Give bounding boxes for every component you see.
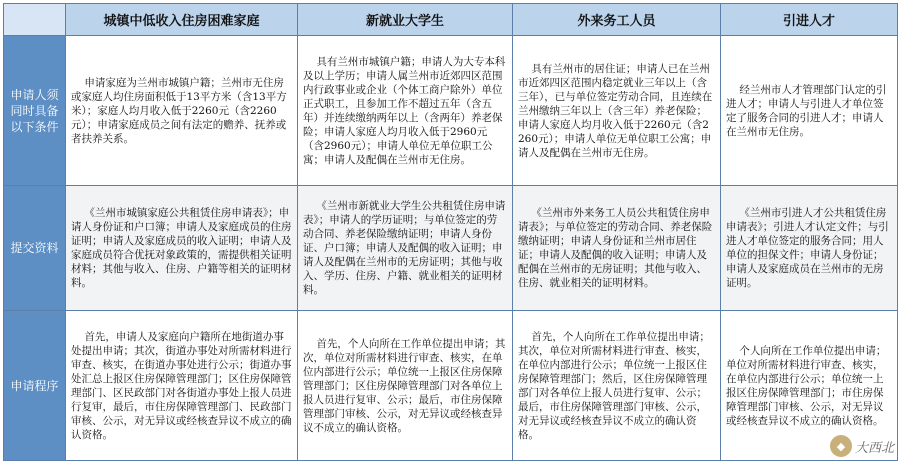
table-row xyxy=(4,311,898,461)
row-label-documents: 提交资料 xyxy=(4,186,66,311)
cell-documents-low-income: 《兰州市城镇家庭公共租赁住房申请表》；申请人身份证和户口簿；申请人及家庭成员的住房证明；申请人及家庭成员的收入证明；申请人及家庭成员符合优抚对象政策的，需提供相关证明材料；其他与收入、住房、户籍等相关的证明材料。 xyxy=(66,186,298,311)
cell-conditions-migrant-workers: 具有兰州市的居住证；申请人已在兰州市近郊四区范围内稳定就业三年以上（含三年），已与单位签定劳动合同，且连续在兰州缴纳三年以上（含三年）养老保险；申请人家庭人均月收入低于2260元（含2260元）；申请人单位无单位职工公寓；申请人及配偶在兰州市无住房。 xyxy=(513,36,721,186)
col-header-low-income: 城镇中低收入住房困难家庭 xyxy=(66,4,298,36)
col-header-graduates: 新就业大学生 xyxy=(298,4,513,36)
cell-procedure-migrant-workers: 首先，个人向所在工作单位提出申请；其次，单位对所需材料进行审查、核实，在单位内部进行公示；单位统一上报区住房保障管理部门；然后，区住房保障管理部门对各单位上报人员进行复审、公示；最后，市住房保障管理部门审核、公示，对无异议或经核查异议不成立的确认资格。 xyxy=(513,311,721,461)
cell-procedure-graduates: 首先，个人向所在工作单位提出申请；其次，单位对所需材料进行审查、核实，在单位内部进行公示；单位统一上报区住房保障管理部门；区住房保障管理部门对各单位上报人员进行复审、公示；最后，市住房保障管理部门审核、公示，对无异议或经核查异议不成立的确认资格。 xyxy=(298,311,513,461)
cell-documents-graduates: 《兰州市新就业大学生公共租赁住房申请表》；申请人的学历证明；与单位签定的劳动合同、养老保险缴纳证明；申请人身份证、户口簿；申请人及配偶的收入证明；申请人及配偶在兰州市的无房证明；其他与收入、学历、住房、户籍、就业相关的证明材料。 xyxy=(298,186,513,311)
table-row xyxy=(4,186,898,311)
row-label-conditions: 申请人须 同时具备 以下条件 xyxy=(4,36,66,186)
housing-policy-table xyxy=(3,3,898,461)
row-label-procedure: 申请程序 xyxy=(4,311,66,461)
col-header-talent: 引进人才 xyxy=(721,4,898,36)
corner-cell xyxy=(4,4,66,36)
table-row xyxy=(4,36,898,186)
watermark-text: 大西北 xyxy=(854,440,894,456)
watermark-logo xyxy=(830,435,894,457)
cell-documents-talent: 《兰州市引进人才公共租赁住房申请表》；引进人才认定文件；与引进人才单位签定的服务合同；用人单位的担保文件；申请人身份证；申请人及家庭成员在兰州市的无房证明。 xyxy=(721,186,898,311)
col-header-migrant-workers: 外来务工人员 xyxy=(513,4,721,36)
cell-conditions-low-income: 申请家庭为兰州市城镇户籍；兰州市无住房或家庭人均住房面积低于13平方米（含13平方米）；家庭人均月收入低于2260元（含2260元）；申请家庭成员之间有法定的赡养、抚养或者扶养关系。 xyxy=(66,36,298,186)
logo-mark-icon: ◆ xyxy=(830,435,852,457)
cell-documents-migrant-workers: 《兰州市外来务工人员公共租赁住房申请表》；与单位签定的劳动合同、养老保险缴纳证明；申请人身份证和兰州市居住证；申请人及配偶的收入证明；申请人及配偶在兰州市的无房证明；其他与收入、住房、就业相关的证明材料。 xyxy=(513,186,721,311)
header-row xyxy=(4,4,898,36)
cell-procedure-talent: 个人向所在工作单位提出申请；单位对所需材料进行审查、核实，在单位内部进行公示；单位统一上报区住房保障管理部门；市住房保障管理部门审核、公示，对无异议或经核查异议不成立的确认资格。 xyxy=(721,311,898,461)
cell-conditions-talent: 经兰州市人才管理部门认定的引进人才；申请人与引进人才单位签定了服务合同的引进人才；申请人在兰州市无住房。 xyxy=(721,36,898,186)
cell-conditions-graduates: 具有兰州市城镇户籍；申请人为大专本科及以上学历；申请人属兰州市近郊四区范围内行政事业或企业（个体工商户除外）单位正式职工，且参加工作不超过五年（含五年）并连续缴纳两年以上（含两年）养老保险；申请人家庭人均月收入低于2960元（含2960元）；申请人单位无单位职工公寓；申请人及配偶在兰州市无住房。 xyxy=(298,36,513,186)
cell-procedure-low-income: 首先，申请人及家庭向户籍所在地街道办事处提出申请；其次，街道办事处对所需材料进行审查、核实，在街道办事处进行公示；街道办事处汇总上报区住房保障管理部门；区住房保障管理部门、区民政部门对各街道办事处上报人员进行复审，最后，市住房保障管理部门、民政部门审核、公示，对无异议或经核查异议不成立的确认资格。 xyxy=(66,311,298,461)
